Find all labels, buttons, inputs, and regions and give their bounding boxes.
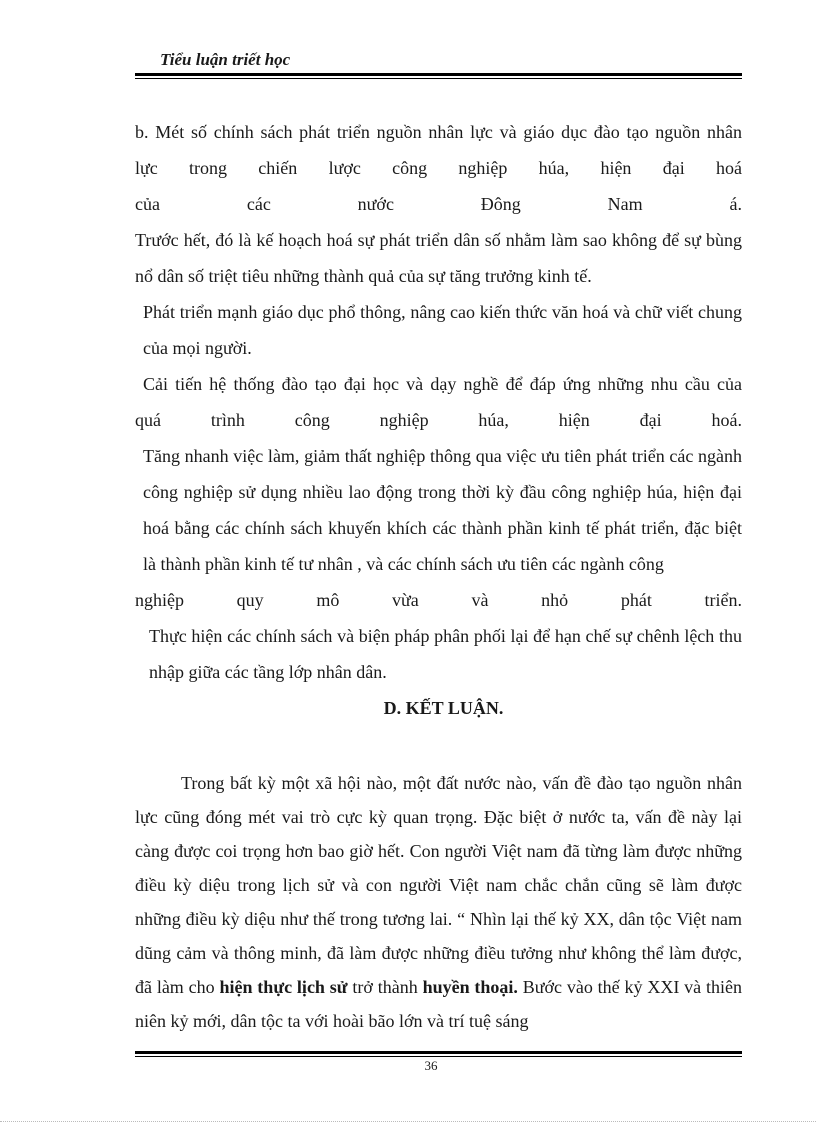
footer-rule-thick <box>135 1051 742 1054</box>
conclusion-bold-phrase: huyền thoại. <box>422 977 518 997</box>
section-b-title-line: lực trong chiến lược công nghiệp húa, hiện đại hoá <box>135 158 742 178</box>
conclusion-bold-phrase: hiện thực lịch sử <box>219 977 348 997</box>
conclusion-text: trở thành <box>347 977 423 997</box>
header-rule-thick <box>135 73 742 76</box>
page-body <box>135 114 742 1038</box>
paragraph-income-distribution: Thực hiện các chính sách và biện pháp phân phối lại để hạn chế sự chênh lệch thu nhập giữa các tầng lớp nhân dân. <box>149 626 742 682</box>
header-title: Tiểu luận triết học <box>160 50 291 69</box>
paragraph-population: Trước hết, đó là kế hoạch hoá sự phát triển dân số nhằm làm sao không để sự bùng nổ dân số triệt tiêu những thành quả của sự tăng trưởng kinh tế. <box>135 230 742 286</box>
paragraph-higher-education-line: Cải tiến hệ thống đào tạo đại học và dạy nghề để đáp ứng những nhu cầu của <box>143 374 742 394</box>
conclusion-paragraph <box>135 766 742 1038</box>
section-b-title-line: của các nước Đông Nam á. <box>135 194 742 214</box>
conclusion-text: Trong bất kỳ một xã hội nào, một đất nước nào, vấn đề đào tạo nguồn nhân lực cũng đóng mét vai trò cực kỳ quan trọng. Đặc biệt ở nước ta, vấn đề này lại càng được coi trọng hơn bao giờ hết. Con người Việt nam đã từng làm được những điều kỳ diệu trong lịch sử và con người Việt nam chắc chắn cũng sẽ làm được những điều kỳ diệu như thế trong tương lai. “ Nhìn lại thế kỷ XX, dân tộc Việt nam dũng cảm và thông minh, đã làm được những điều tưởng như không thể làm được, đã làm cho <box>135 773 742 997</box>
conclusion-heading: D. KẾT LUẬN. <box>383 698 504 718</box>
section-b-title-line: b. Mét số chính sách phát triển nguồn nhân lực và giáo dục đào tạo nguồn nhân <box>135 122 742 142</box>
page-number: 36 <box>424 1058 438 1073</box>
header-rule-thin <box>135 78 742 79</box>
paragraph-employment: Tăng nhanh việc làm, giảm thất nghiệp thông qua việc ưu tiên phát triển các ngành công nghiệp sử dụng nhiều lao động trong thời kỳ đầu công nghiệp húa, hiện đại hoá bằng các chính sách khuyến khích các thành phần kinh tế phát triển, đặc biệt là thành phần kinh tế tư nhân , và các chính sách ưu tiên các ngành công <box>143 446 742 574</box>
paragraph-general-education: Phát triển mạnh giáo dục phổ thông, nâng cao kiến thức văn hoá và chữ viết chung của mọi người. <box>143 302 742 358</box>
spacer <box>135 726 742 766</box>
paragraph-employment-last-line: nghiệp quy mô vừa và nhỏ phát triển. <box>135 590 742 610</box>
paragraph-higher-education-line: quá trình công nghiệp húa, hiện đại hoá. <box>135 410 742 430</box>
conclusion-text: Bước vào thế kỷ XXI và thiên niên kỷ mới, dân tộc ta với hoài bão lớn và trí tuệ sáng <box>135 977 742 1031</box>
footer-rule-thin <box>135 1056 742 1057</box>
